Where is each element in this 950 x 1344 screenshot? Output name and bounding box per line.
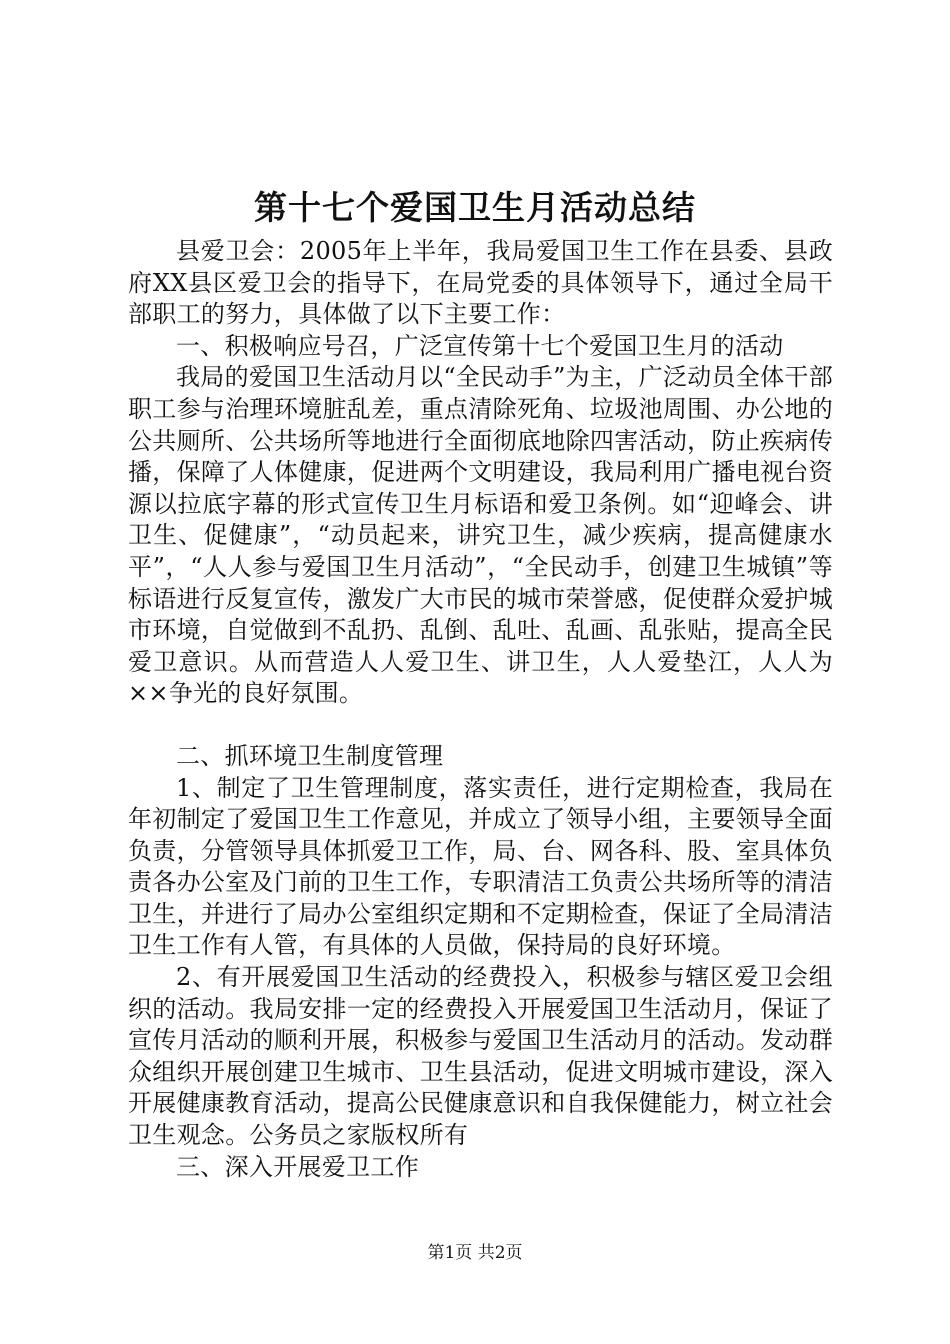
paragraph-publicity: 我局的爱国卫生活动月以“全民动手”为主，广泛动员全体干部职工参与治理环境脏乱差，重点清除死角、垃圾池周围、办公地的公共厕所、公共场所等地进行全面彻底地除四害活动，防止疾病传播，保障了人体健康，促进两个文明建设，我局利用广播电视台资源以拉底字幕的形式宣传卫生月标语和爱卫条例。如“迎峰会、讲卫生、促健康”，“动员起来，讲究卫生，减少疾病，提高健康水平”，“人人参与爱国卫生月活动”，“全民动手，创建卫生城镇”等标语进行反复宣传，激发广大市民的城市荣誉感，促使群众爱护城市环境，自觉做到不乱扔、乱倒、乱吐、乱画、乱张贴，提高全民爱卫意识。从而营造人人爱卫生、讲卫生，人人爱垫江，人人为××争光的良好氛围。 — [128, 363, 833, 708]
section-heading-3: 三、深入开展爱卫工作 — [176, 1152, 419, 1181]
section-heading-2: 二、抓环境卫生制度管理 — [176, 741, 444, 770]
paragraph-gap — [128, 710, 833, 741]
page-indicator: 第1页 共2页 — [427, 1243, 523, 1263]
paragraph-intro: 县爱卫会：2005年上半年，我局爱国卫生工作在县委、县政府XX县区爱卫会的指导下，在局党委的具体领导下，通过全局干部职工的努力，具体做了以下主要工作： — [128, 237, 833, 329]
paragraph-funding: 2、有开展爱国卫生活动的经费投入，积极参与辖区爱卫会组织的活动。我局安排一定的经费投入开展爱国卫生活动月，保证了宣传月活动的顺利开展，积极参与爱国卫生活动月的活动。发动群众组织开展创建卫生城市、卫生县活动，促进文明城市建设，深入开展健康教育活动，提高公民健康意识和自我保健能力，树立社会卫生观念。公务员之家版权所有 — [128, 963, 833, 1150]
document-title: 第十七个爱国卫生月活动总结 — [254, 188, 696, 227]
document-body — [128, 236, 833, 1183]
paragraph-management: 1、制定了卫生管理制度，落实责任，进行定期检查，我局在年初制定了爱国卫生工作意见，并成立了领导小组，主要领导全面负责，分管领导具体抓爱卫工作，局、台、网各科、股、室具体负责各办公室及门前的卫生工作，专职清洁工负责公共场所等的清洁卫生，并进行了局办公室组织定期和不定期检查，保证了全局清洁卫生工作有人管，有具体的人员做，保持局的良好环境。 — [128, 773, 833, 960]
section-heading-1: 一、积极响应号召，广泛宣传第十七个爱国卫生月的活动 — [176, 331, 784, 360]
